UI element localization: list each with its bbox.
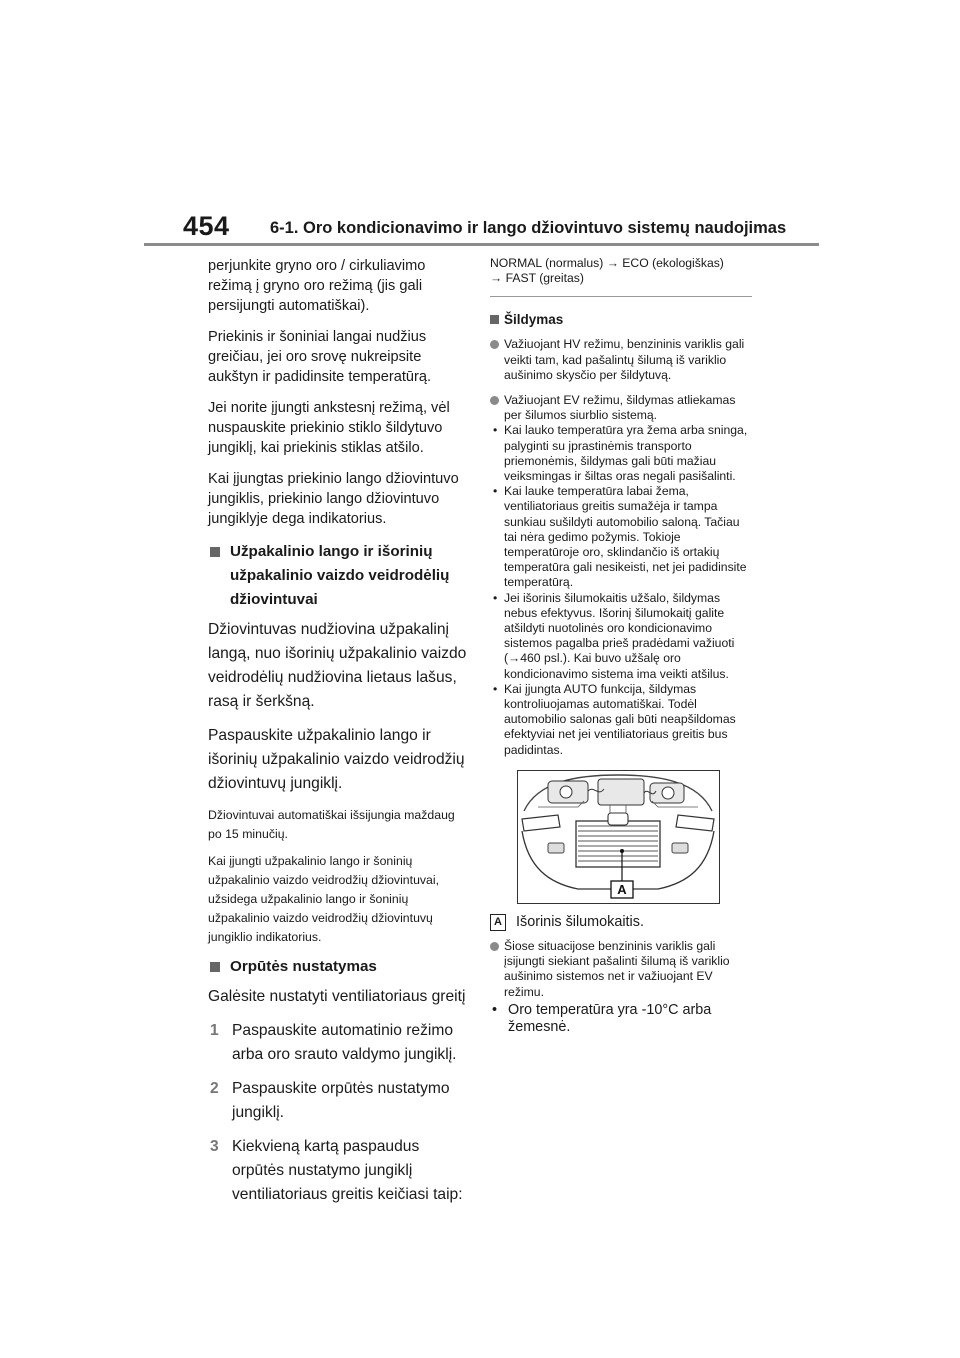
step-item: 1 Paspauskite automatinio režimo arba oro srauto valdymo jungiklį. (208, 1019, 470, 1067)
paragraph: Galėsite nustatyti ventiliatoriaus greitį (208, 988, 466, 1005)
heading-fan-setting: Orpūtės nustatymas (208, 955, 470, 979)
step-number: 1 (210, 1022, 219, 1039)
square-bullet-icon (490, 315, 499, 324)
note: Džiovintuvai automatiškai išsijungia maždaug po 15 minučių. (208, 808, 455, 841)
step-number: 3 (210, 1138, 219, 1155)
bullet-item: • Jei išorinis šilumokaitis užšalo, šildymas nebus efektyvus. Išorinį šilumokaitį galite atšildyti nuotolinės oro kondicionavimo sistemos pagalba prieš pradėdami važiuoti (→460 psl.). Kai buvo užšalę oro kondicionavimo sistema ima veikti atšilus. (493, 590, 735, 681)
heading-rear-defogger: Užpakalinio lango ir išorinių užpakalinio vaizdo veidrodėlių džiovintuvai (208, 540, 470, 612)
heat-exchanger-illustration (517, 770, 720, 904)
square-bullet-icon (210, 962, 220, 972)
dot-item: Važiuojant HV režimu, benzininis variklis gali veikti tam, kad pašalintų šilumą iš variklio aušinimo skysčio per šildytuvą. (490, 337, 752, 383)
circle-bullet-icon (490, 396, 499, 405)
note: Kai įjungti užpakalinio lango ir šoninių užpakalinio vaizdo veidrodžių džiovintuvai, užsidega užpakalinio lango ir šoninių užpakalinio vaizdo veidrodžių džiovintuvų jungiklio indikatorius. (208, 854, 440, 944)
header-divider (144, 243, 819, 246)
paragraph: Paspauskite užpakalinio lango ir išorinių užpakalinio vaizdo veidrodžių džiovintuvų jungiklį. (208, 727, 465, 792)
bullet-item: • Kai lauko temperatūra yra žema arba sninga, palyginti su įprastinėmis transporto priemonėmis, šildymas gali būti mažiau veiksmingas ir šiltas oras negali pasišalinti. (493, 423, 748, 484)
divider (490, 296, 752, 297)
bullet-item: • Kai lauke temperatūra labai žema, ventiliatoriaus greitis sumažėja ir tampa sunkiau sušildyti automobilio saloną. Tačiau tai nėra gedimo požymis. Tokioje temperatūroje oro, sklindančio iš ortakių temperatūra gali nesikeisti, net jei padidinsite temperatūrą. (493, 484, 747, 590)
step-item: 3 Kiekvieną kartą paspaudus orpūtės nustatymo jungiklį ventiliatoriaus greitis keičiasi taip: (208, 1135, 470, 1207)
step-item: 2 Paspauskite orpūtės nustatymo jungiklį. (208, 1077, 470, 1125)
left-column (208, 256, 470, 1217)
callout-legend: A Išorinis šilumokaitis. (490, 914, 752, 931)
right-column (490, 256, 752, 1036)
paragraph: perjunkite gryno oro / cirkuliavimo režimą į gryno oro režimą (jis gali persijungti automatiškai). (208, 258, 426, 314)
step-number: 2 (210, 1080, 219, 1097)
callout-box: A (490, 914, 506, 931)
paragraph: Jei norite įjungti ankstesnį režimą, vėl nuspauskite priekinio stiklo šildytuvo jungiklį, kai priekinis stiklas atšilo. (208, 400, 450, 456)
bullet-item: • Oro temperatūra yra -10°C arba žemesnė. (492, 1001, 712, 1035)
figure-label: A (617, 881, 627, 897)
fan-modes: NORMAL (normalus) → ECO (ekologiškas) → FAST (greitas) (490, 256, 724, 286)
dot-item: Šiose situacijose benzininis variklis gali įsijungti siekiant pašalinti šilumą iš variklio aušinimo sistemos net ir važiuojant EV režimu. (490, 939, 752, 1000)
paragraph: Kai įjungtas priekinio lango džiovintuvo jungiklis, priekinio lango džiovintuvo jungiklyje dega indikatorius. (208, 471, 459, 527)
paragraph: Priekinis ir šoniniai langai nudžius greičiau, jei oro srovę nukreipsite aukštyn ir padidinsite temperatūrą. (208, 329, 432, 385)
section-title: 6-1. Oro kondicionavimo ir lango džiovintuvo sistemų naudojimas (270, 219, 787, 237)
circle-bullet-icon (490, 340, 499, 349)
square-bullet-icon (210, 547, 220, 557)
heading-heating: Šildymas (490, 311, 752, 329)
bullet-item: • Kai įjungta AUTO funkcija, šildymas kontroliuojamas automatiškai. Todėl automobilio salonas gali būti neapšildomas efektyviai net jei ventiliatoriaus greitis bus padidintas. (493, 681, 736, 757)
dot-item: Važiuojant EV režimu, šildymas atliekamas per šilumos siurblio sistemą. (490, 393, 752, 423)
paragraph: Džiovintuvas nudžiovina užpakalinį langą, nuo išorinių užpakalinio vaizdo veidrodėlių nudžiovina lietaus lašus, rasą ir šerkšną. (208, 621, 467, 710)
car-front-drawing (518, 771, 718, 902)
circle-bullet-icon (490, 942, 499, 951)
page-number: 454 (183, 211, 230, 241)
